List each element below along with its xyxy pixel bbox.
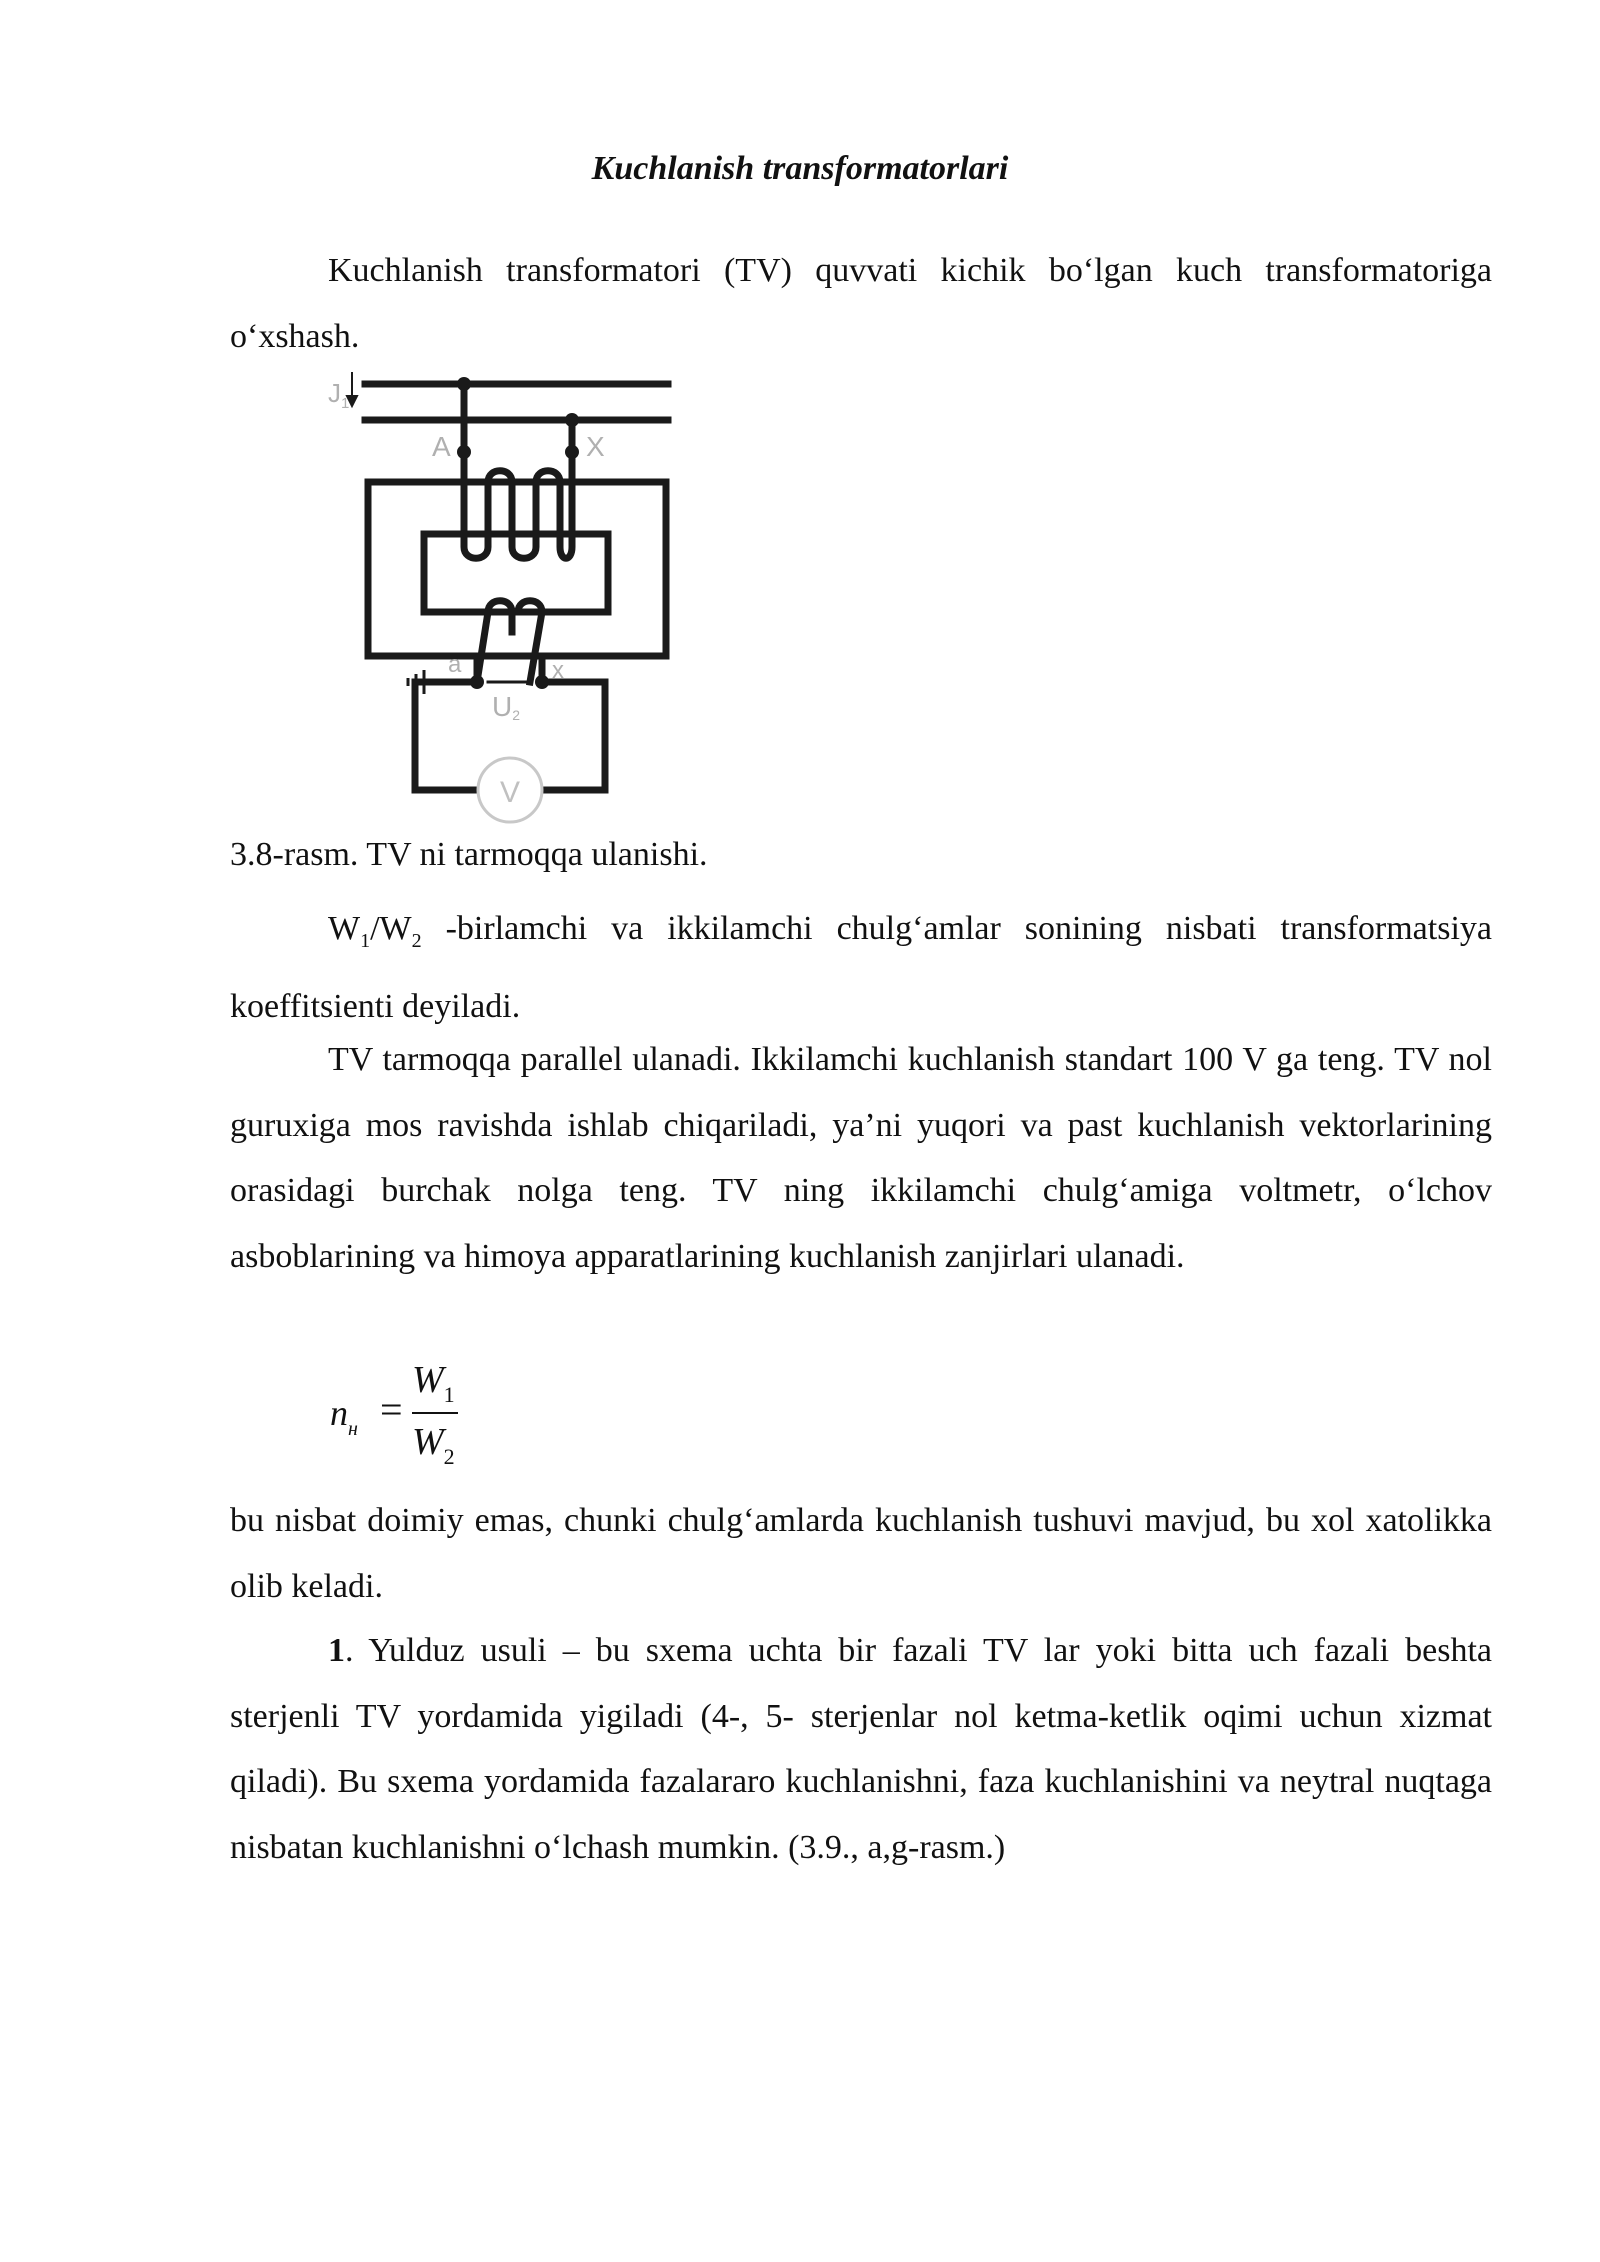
formula-denominator: $W_2$ <box>412 1421 455 1469</box>
formula-numerator: $W_1$ <box>412 1359 455 1407</box>
ratio-paragraph: $W_1/W_2$ -birlamchi va ikkilamchi chulg‘amlar sonining nisbati transformatsiya koeffitsienti deyiladi. <box>230 910 1492 1026</box>
page-title: Kuchlanish transformatorlari <box>591 150 1009 187</box>
formula-lhs: $n_н$ <box>330 1393 358 1440</box>
core-outer <box>368 482 666 656</box>
transformer-connection-diagram <box>320 372 700 837</box>
circuit-svg <box>320 372 700 832</box>
error-paragraph: bu nisbat doimiy emas, chunki chulg‘amlarda kuchlanish tushuvi mavjud, bu xol xatolikka olib keladi. <box>230 1502 1492 1605</box>
label-voltage: U2 <box>492 691 521 723</box>
formula-fraction-bar <box>412 1412 458 1414</box>
secondary-loop-left <box>415 682 480 790</box>
intro-paragraph: Kuchlanish transformatori (TV) quvvati kichik bo‘lgan kuch transformatoriga o‘xshash. <box>230 252 1492 355</box>
label-voltmeter: V <box>500 776 521 809</box>
label-terminal-x: x <box>552 657 564 684</box>
star-scheme-paragraph: 1. Yulduz usuli – bu sxema uchta bir fazali TV lar yoki bitta uch fazali beshta sterjenli TV yordamida yigiladi (4-, 5- sterjenlar nol ketma-ketlik oqimi uchun xizmat qiladi). Bu sxema yordamida fazalararo kuchlanishni, faza kuchlanishini va neytral nuqtaga nisbatan kuchlanishni o‘lchash mumkin. (3.9., a,g-rasm.) <box>230 1632 1492 1866</box>
secondary-loop-right <box>540 682 605 790</box>
label-terminal-a: a <box>448 651 462 678</box>
core-window <box>424 534 608 612</box>
label-terminal-X: X <box>586 431 605 462</box>
label-terminal-A: A <box>432 431 451 462</box>
primary-winding <box>464 452 572 558</box>
label-current: $J_1$ <box>328 378 350 412</box>
figure-caption: 3.8-rasm. TV ni tarmoqqa ulanishi. <box>230 836 708 873</box>
formula-equals: = <box>380 1387 403 1432</box>
parallel-connection-paragraph: TV tarmoqqa parallel ulanadi. Ikkilamchi kuchlanish standart 100 V ga teng. TV nol guruxiga mos ravishda ishlab chiqariladi, ya’ni yuqori va past kuchlanish vektorlarining orasidagi burchak nolga teng. TV ning ikkilamchi chulg‘amiga voltmetr, o‘lchov asboblarining va himoya apparatlarining kuchlanish zanjirlari ulanadi. <box>230 1041 1492 1275</box>
